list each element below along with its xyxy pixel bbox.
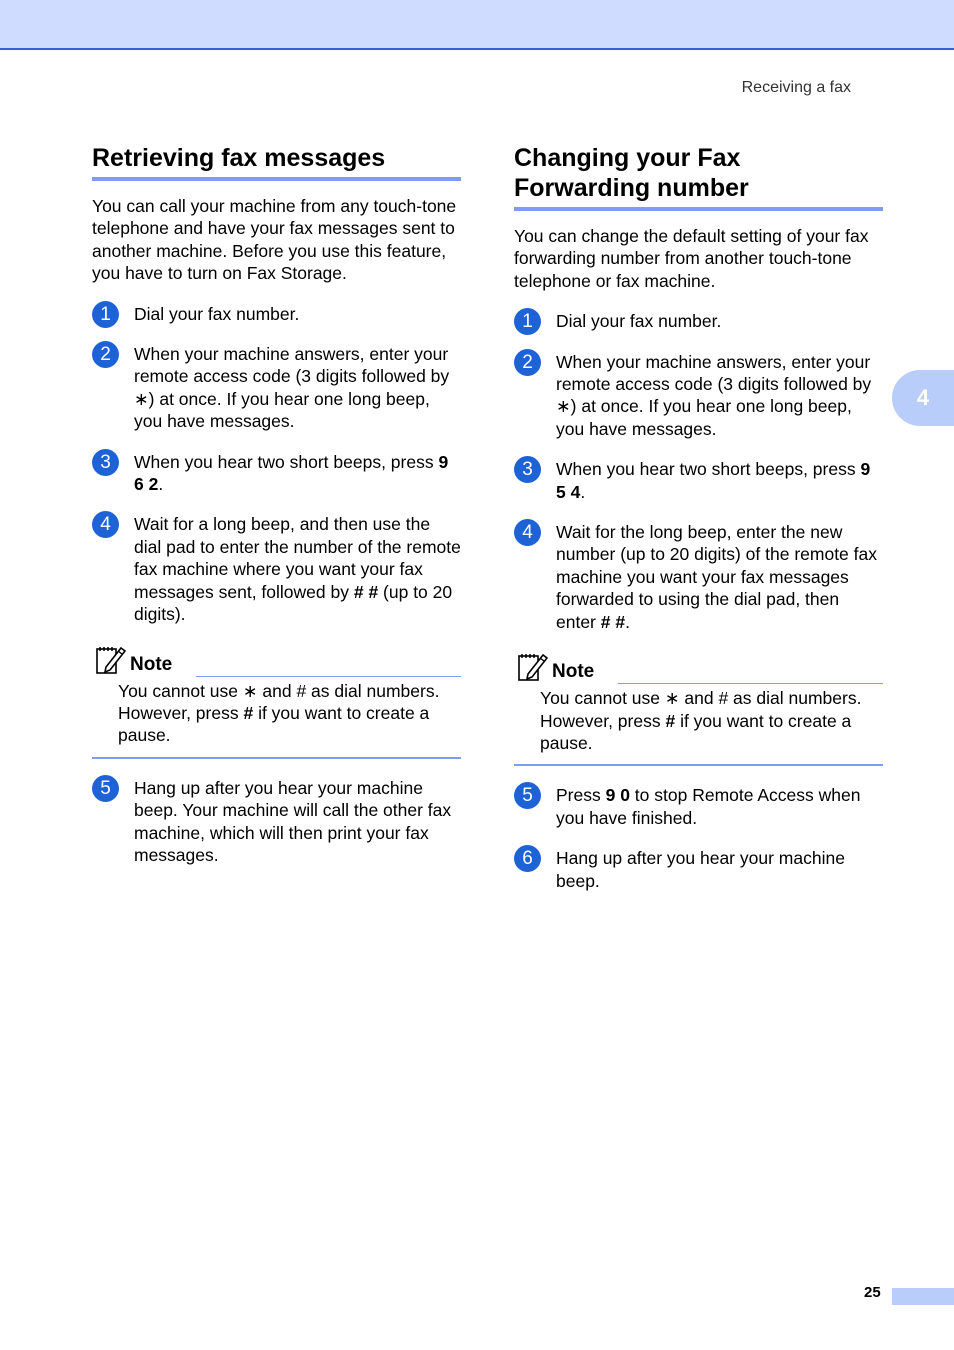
step-item: [514, 847, 883, 892]
note-box: [514, 651, 883, 766]
section-intro: You can change the default setting of your fax forwarding number from another touch-tone telephone or fax machine.: [514, 226, 869, 291]
note-box: [92, 644, 461, 759]
running-header: Receiving a fax: [741, 79, 851, 96]
note-text-start: You cannot use ∗ and # as dial numbers. However, press: [118, 680, 440, 723]
note-text-end: if you want to create a pause.: [118, 702, 430, 746]
step-item: [92, 513, 461, 625]
step-text: When your machine answers, enter your remote access code (3 digits followed by ∗) at once. If you hear one long beep, you have messages.: [556, 351, 872, 439]
note-text-start: You cannot use ∗ and # as dial numbers. However, press: [540, 688, 862, 731]
key-sequence: 9 6 2: [134, 451, 449, 495]
section-heading-changing: [514, 143, 883, 211]
step-text: Wait for a long beep, and then use the dial pad to enter the number of the remote fax machine where you want your fax messages sent, followed by: [134, 514, 461, 602]
step-number-badge: 3: [92, 449, 119, 476]
step-item: [92, 777, 461, 867]
note-header: [92, 644, 461, 676]
step-item: [92, 303, 461, 325]
right-column: [514, 143, 883, 892]
note-header: [514, 651, 883, 683]
step-item: [514, 784, 883, 829]
note-pencil-icon: [516, 651, 548, 683]
top-header-band: [0, 0, 954, 50]
step-text: Hang up after you hear your machine beep.: [556, 848, 845, 891]
key-sequence: #: [243, 702, 254, 723]
step-text: Dial your fax number.: [556, 311, 722, 332]
step-item: [92, 451, 461, 496]
step-number-badge: 3: [514, 456, 541, 483]
step-text: When your machine answers, enter your remote access code (3 digits followed by ∗) at once. If you hear one long beep, you have messages.: [134, 344, 450, 432]
step-number-badge: 1: [92, 301, 119, 328]
step-number-badge: 5: [514, 782, 541, 809]
note-title: Note: [552, 661, 595, 683]
step-text: When you hear two short beeps, press: [134, 451, 439, 472]
heading-line-1: Changing your Fax: [514, 144, 741, 172]
step-number-badge: 4: [514, 519, 541, 546]
step-text: Press: [556, 785, 606, 806]
note-title: Note: [130, 653, 173, 675]
page-number-bar: [892, 1288, 954, 1305]
step-text: When you hear two short beeps, press: [556, 459, 861, 480]
heading-line-2: Forwarding number: [514, 174, 749, 202]
step-text: Hang up after you hear your machine beep. Your machine will call the other fax machine, which will then print your fax messages.: [134, 777, 452, 865]
note-rule: [618, 683, 883, 684]
step-number-badge: 2: [514, 349, 541, 376]
section-intro: You can call your machine from any touch-tone telephone and have your fax messages sent to another machine. Before you use this feature, you have to turn on Fax Storage.: [92, 196, 457, 284]
chapter-tab: 4: [892, 370, 954, 426]
step-number-badge: 5: [92, 775, 119, 802]
key-sequence: # #: [353, 581, 379, 602]
step-text-end: .: [158, 474, 164, 495]
step-item: [514, 351, 883, 441]
key-sequence: #: [665, 710, 676, 731]
note-text: [118, 680, 461, 747]
note-text: [540, 687, 883, 754]
step-text-end: .: [580, 481, 586, 502]
step-text-end: (up to 20 digits).: [134, 581, 453, 625]
step-text-end: to stop Remote Access when you have finished.: [556, 785, 861, 828]
step-text: Dial your fax number.: [134, 303, 300, 324]
step-item: [92, 343, 461, 433]
key-sequence: # #: [600, 611, 626, 632]
key-sequence: 9 5 4: [556, 459, 871, 502]
step-number-badge: 6: [514, 845, 541, 872]
step-item: [514, 458, 883, 503]
left-column: [92, 143, 461, 866]
note-pencil-icon: [94, 644, 126, 676]
page-number: 25: [864, 1284, 881, 1301]
step-text: Wait for the long beep, enter the new number (up to 20 digits) of the remote fax machine you want your fax messages forwarded to using the dial pad, then enter: [556, 522, 877, 632]
key-sequence: 9 0: [605, 785, 630, 806]
step-item: [514, 310, 883, 332]
step-number-badge: 4: [92, 511, 119, 538]
note-rule: [196, 676, 461, 677]
step-number-badge: 2: [92, 341, 119, 368]
step-item: [514, 521, 883, 633]
step-text-end: .: [625, 611, 630, 632]
section-heading-retrieving: Retrieving fax messages: [92, 143, 461, 181]
step-number-badge: 1: [514, 308, 541, 335]
note-text-end: if you want to create a pause.: [540, 710, 852, 753]
